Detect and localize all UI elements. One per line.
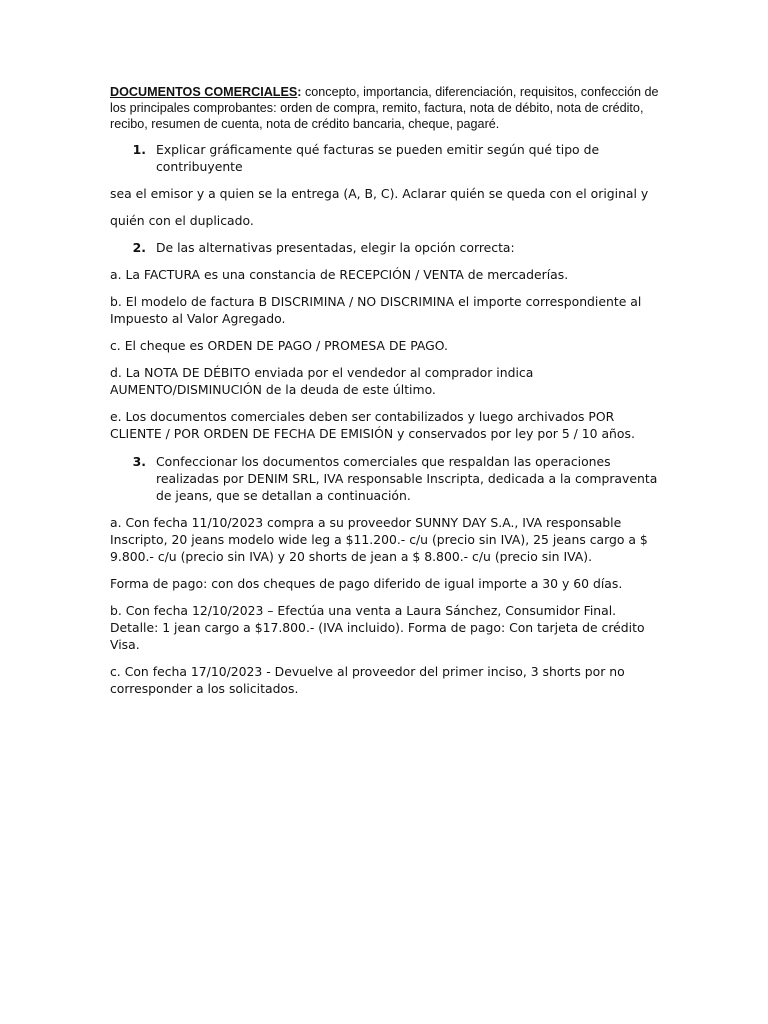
option-a: a. La FACTURA es una constancia de RECEPCIÓN / VENTA de mercaderías. (110, 267, 569, 282)
option-c: c. El cheque es ORDEN DE PAGO / PROMESA DE PAGO. (110, 338, 448, 353)
operation-b: b. Con fecha 12/10/2023 – Efectúa una venta a Laura Sánchez, Consumidor Final. Detalle: 1 jean cargo a $17.800.- (IVA incluido). Forma de pago: Con tarjeta de crédito Visa. (110, 603, 645, 652)
item-2 (110, 239, 662, 256)
item-3-number: 3. (132, 454, 146, 469)
item-3-text: Confeccionar los documentos comerciales que respaldan las operaciones realizadas por DENIM SRL, IVA responsable Inscripta, dedicada a la compraventa de jeans, que se detallan a continuación. (156, 454, 658, 503)
item-2-number: 2. (132, 240, 146, 255)
item-1-number: 1. (132, 142, 146, 157)
intro-heading: DOCUMENTOS COMERCIALES (110, 85, 298, 99)
option-b: b. El modelo de factura B DISCRIMINA / NO DISCRIMINA el importe correspondiente al Impuesto al Valor Agregado. (110, 294, 642, 326)
intro-paragraph (110, 84, 662, 132)
document-content (110, 84, 662, 707)
operation-a: a. Con fecha 11/10/2023 compra a su proveedor SUNNY DAY S.A., IVA responsable Inscripto, 20 jeans modelo wide leg a $11.200.- c/u (precio sin IVA), 25 jeans cargo a $ 9.800.- c/u (precio sin IVA) y 20 shorts de jean a $ 8.800.- c/u (precio sin IVA). (110, 515, 648, 564)
option-e: e. Los documentos comerciales deben ser contabilizados y luego archivados POR CLIENTE / POR ORDEN DE FECHA DE EMISIÓN y conservados por ley por 5 / 10 años. (110, 409, 635, 441)
operation-c: c. Con fecha 17/10/2023 - Devuelve al proveedor del primer inciso, 3 shorts por no corresponder a los solicitados. (110, 664, 625, 696)
intro-text: concepto, importancia, diferenciación, requisitos, confección de los principales comprobantes: orden de compra, remito, factura, nota de débito, nota de crédito, recibo, resumen de cuenta, nota de crédito bancaria, cheque, pagaré. (110, 85, 659, 131)
item-1 (110, 141, 662, 175)
option-d: d. La NOTA DE DÉBITO enviada por el vendedor al comprador indica AUMENTO/DISMINUCIÓN de la deuda de este último. (110, 365, 534, 397)
payment-terms: Forma de pago: con dos cheques de pago diferido de igual importe a 30 y 60 días. (110, 576, 623, 591)
item-1-line-2: sea el emisor y a quien se la entrega (A, B, C). Aclarar quién se queda con el original y (110, 186, 649, 201)
item-1-line-3: quién con el duplicado. (110, 213, 254, 228)
intro-heading-colon: : (297, 85, 302, 99)
item-2-text: De las alternativas presentadas, elegir la opción correcta: (156, 240, 515, 255)
item-1-line-1: Explicar gráficamente qué facturas se pueden emitir según qué tipo de contribuyente (156, 142, 600, 174)
item-3 (110, 453, 662, 504)
